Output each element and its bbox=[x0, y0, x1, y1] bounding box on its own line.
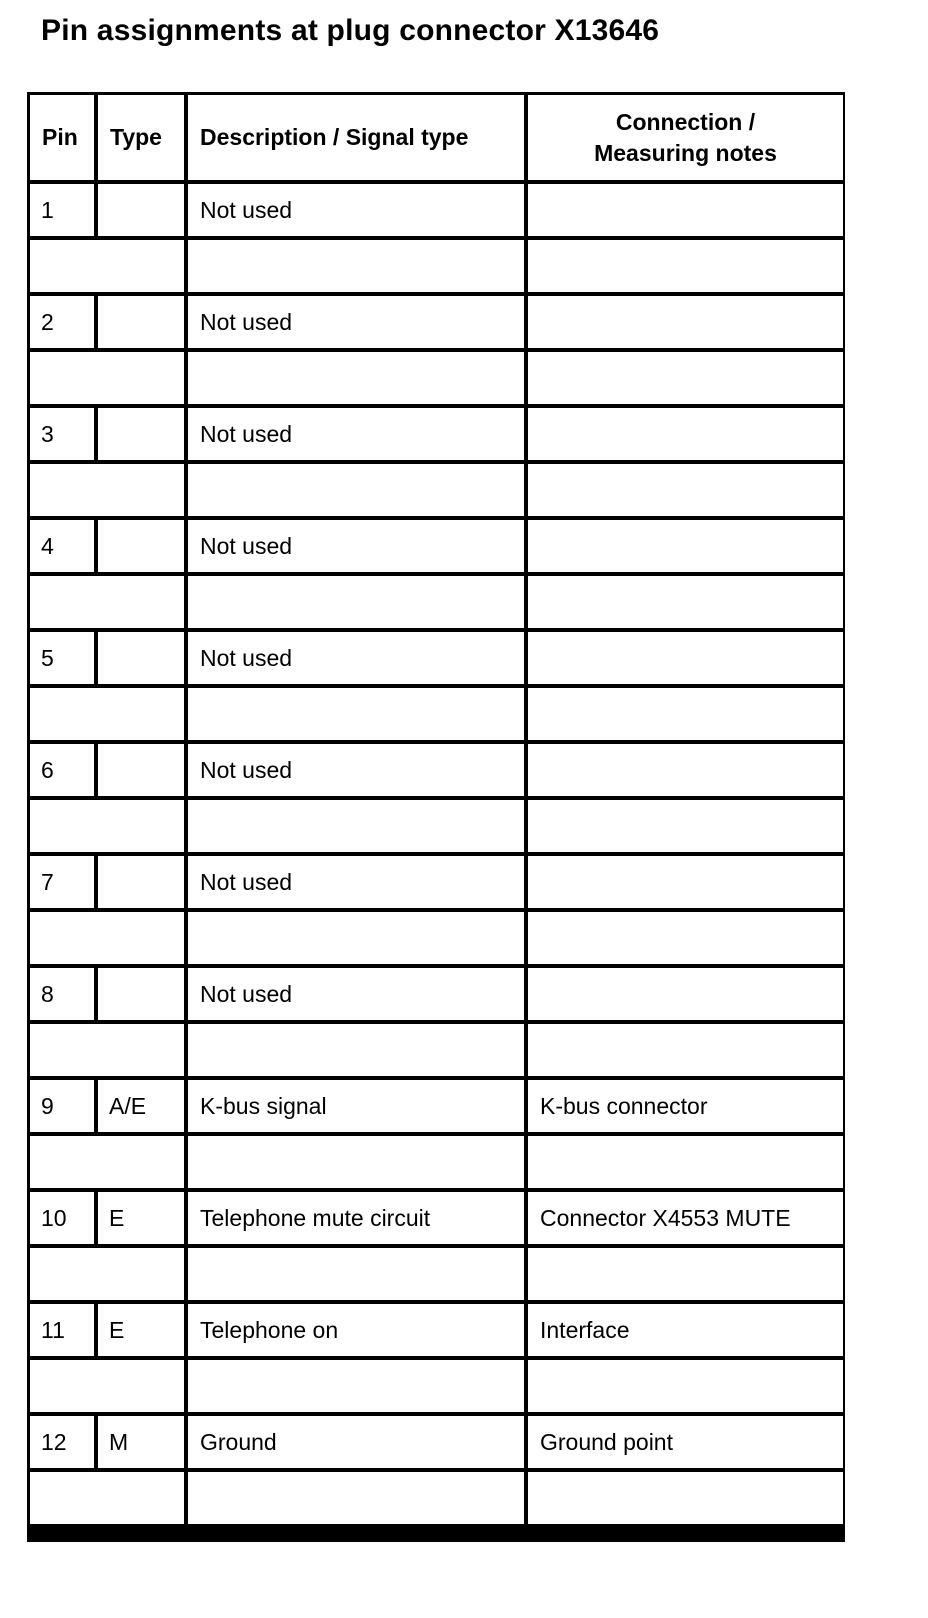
spacer-cell bbox=[30, 912, 184, 964]
spacer-cell bbox=[528, 800, 843, 852]
spacer-cell bbox=[30, 1136, 184, 1188]
spacer-cell bbox=[30, 576, 184, 628]
spacer-cell bbox=[528, 240, 843, 292]
spacer-cell bbox=[30, 688, 184, 740]
spacer-cell bbox=[528, 688, 843, 740]
pin-notes-cell bbox=[528, 632, 843, 684]
spacer-cell bbox=[188, 912, 524, 964]
spacer-cell bbox=[188, 352, 524, 404]
pin-number-cell: 7 bbox=[30, 856, 94, 908]
spacer-cell bbox=[188, 576, 524, 628]
pin-number-cell: 2 bbox=[30, 296, 94, 348]
pin-description-cell: Not used bbox=[188, 968, 524, 1020]
pin-number-cell: 10 bbox=[30, 1192, 94, 1244]
pin-type-cell bbox=[98, 408, 184, 460]
pin-notes-cell: Ground point bbox=[528, 1416, 843, 1468]
pin-type-cell: E bbox=[98, 1304, 184, 1356]
pin-type-cell bbox=[98, 296, 184, 348]
spacer-cell bbox=[30, 464, 184, 516]
spacer-cell bbox=[528, 464, 843, 516]
spacer-cell bbox=[528, 352, 843, 404]
spacer-cell bbox=[528, 1472, 843, 1524]
pin-description-cell: Not used bbox=[188, 520, 524, 572]
spacer-cell bbox=[188, 1136, 524, 1188]
pin-notes-cell bbox=[528, 408, 843, 460]
header-type: Type bbox=[98, 95, 184, 180]
pin-number-cell: 1 bbox=[30, 184, 94, 236]
pin-description-cell: Not used bbox=[188, 408, 524, 460]
pin-number-cell: 11 bbox=[30, 1304, 94, 1356]
pin-type-cell: E bbox=[98, 1192, 184, 1244]
pin-description-cell: Telephone on bbox=[188, 1304, 524, 1356]
pin-type-cell bbox=[98, 184, 184, 236]
pin-type-cell bbox=[98, 744, 184, 796]
pin-notes-cell bbox=[528, 968, 843, 1020]
pin-description-cell: Not used bbox=[188, 632, 524, 684]
pin-notes-cell bbox=[528, 296, 843, 348]
pin-notes-cell bbox=[528, 856, 843, 908]
spacer-cell bbox=[188, 800, 524, 852]
header-connection: Connection / Measuring notes bbox=[528, 95, 843, 180]
pin-type-cell bbox=[98, 968, 184, 1020]
spacer-cell bbox=[188, 1024, 524, 1076]
pin-description-cell: K-bus signal bbox=[188, 1080, 524, 1132]
pin-notes-cell bbox=[528, 520, 843, 572]
pin-number-cell: 4 bbox=[30, 520, 94, 572]
spacer-cell bbox=[188, 464, 524, 516]
pin-notes-cell: Connector X4553 MUTE bbox=[528, 1192, 843, 1244]
pin-type-cell: M bbox=[98, 1416, 184, 1468]
pin-number-cell: 5 bbox=[30, 632, 94, 684]
spacer-cell bbox=[188, 688, 524, 740]
spacer-cell bbox=[188, 1472, 524, 1524]
spacer-cell bbox=[528, 576, 843, 628]
header-pin: Pin bbox=[30, 95, 94, 180]
pin-number-cell: 12 bbox=[30, 1416, 94, 1468]
spacer-cell bbox=[188, 1248, 524, 1300]
spacer-cell bbox=[528, 1024, 843, 1076]
spacer-cell bbox=[30, 800, 184, 852]
spacer-cell bbox=[30, 352, 184, 404]
spacer-cell bbox=[528, 1136, 843, 1188]
spacer-cell bbox=[30, 1472, 184, 1524]
spacer-cell bbox=[528, 912, 843, 964]
spacer-cell bbox=[528, 1248, 843, 1300]
pin-number-cell: 8 bbox=[30, 968, 94, 1020]
pin-assignment-table bbox=[27, 92, 845, 1542]
pin-number-cell: 3 bbox=[30, 408, 94, 460]
pin-description-cell: Not used bbox=[188, 296, 524, 348]
spacer-cell bbox=[30, 1248, 184, 1300]
pin-notes-cell bbox=[528, 744, 843, 796]
spacer-cell bbox=[30, 240, 184, 292]
pin-number-cell: 6 bbox=[30, 744, 94, 796]
spacer-cell bbox=[30, 1024, 184, 1076]
pin-notes-cell: K-bus connector bbox=[528, 1080, 843, 1132]
pin-type-cell bbox=[98, 856, 184, 908]
spacer-cell bbox=[30, 1360, 184, 1412]
pin-description-cell: Not used bbox=[188, 856, 524, 908]
spacer-cell bbox=[188, 240, 524, 292]
page-title: Pin assignments at plug connector X13646 bbox=[41, 14, 660, 47]
pin-notes-cell bbox=[528, 184, 843, 236]
pin-type-cell: A/E bbox=[98, 1080, 184, 1132]
pin-description-cell: Ground bbox=[188, 1416, 524, 1468]
spacer-cell bbox=[528, 1360, 843, 1412]
pin-description-cell: Not used bbox=[188, 744, 524, 796]
pin-type-cell bbox=[98, 632, 184, 684]
pin-notes-cell: Interface bbox=[528, 1304, 843, 1356]
pin-number-cell: 9 bbox=[30, 1080, 94, 1132]
pin-description-cell: Telephone mute circuit bbox=[188, 1192, 524, 1244]
header-description: Description / Signal type bbox=[188, 95, 524, 180]
pin-description-cell: Not used bbox=[188, 184, 524, 236]
spacer-cell bbox=[188, 1360, 524, 1412]
pin-type-cell bbox=[98, 520, 184, 572]
